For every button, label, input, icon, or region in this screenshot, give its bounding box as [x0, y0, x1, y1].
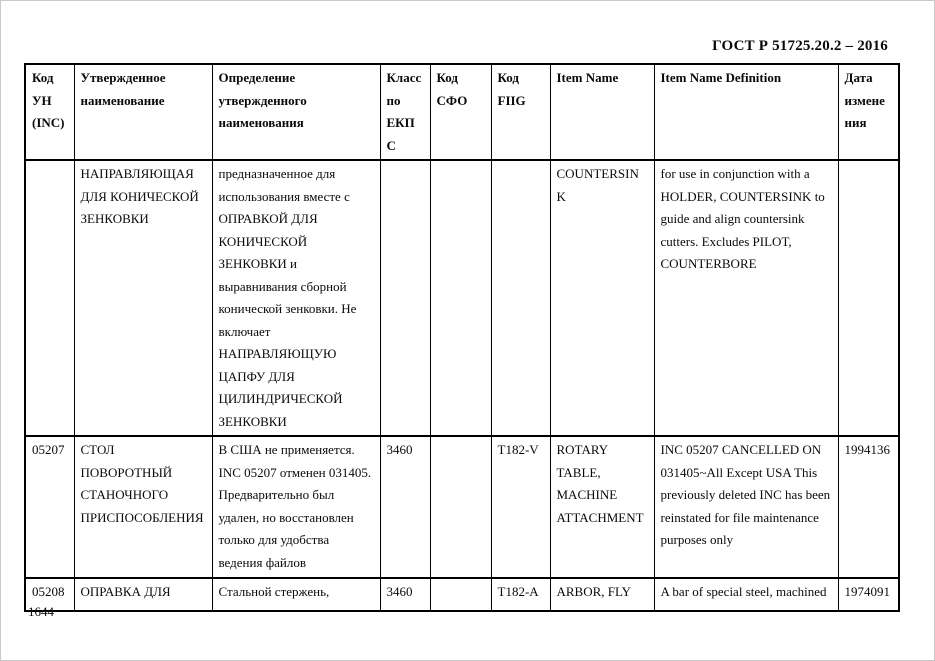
cell-inc-code: 05208 — [25, 578, 74, 611]
column-header-approved-name-definition: Определение утвержденного наименования — [212, 64, 380, 160]
inc-codes-table — [24, 63, 900, 612]
column-header-approved-name: Утвержденное наименование — [74, 64, 212, 160]
table-row — [25, 578, 899, 611]
cell-ekps-class — [380, 160, 430, 436]
cell-inc-code — [25, 160, 74, 436]
cell-fiig-code — [491, 160, 550, 436]
cell-item-name: ARBOR, FLY — [550, 578, 654, 611]
cell-approved-name: ОПРАВКА ДЛЯ — [74, 578, 212, 611]
cell-fiig-code: T182-A — [491, 578, 550, 611]
cell-approved-name-definition: Стальной стержень, — [212, 578, 380, 611]
cell-sfo-code — [430, 578, 491, 611]
cell-inc-code: 05207 — [25, 436, 74, 578]
cell-sfo-code — [430, 436, 491, 578]
cell-item-name: COUNTERSINK — [550, 160, 654, 436]
column-header-ekps-class: Класс по ЕКПС — [380, 64, 430, 160]
cell-fiig-code: T182-V — [491, 436, 550, 578]
column-header-inc-code: Код УН (INC) — [25, 64, 74, 160]
cell-approved-name-definition: В США не применяется. INC 05207 отменен 031405. Предварительно был удален, но восстановлен только для удобства ведения файлов — [212, 436, 380, 578]
column-header-fiig-code: Код FIIG — [491, 64, 550, 160]
cell-sfo-code — [430, 160, 491, 436]
page-number: 1644 — [28, 604, 54, 619]
column-header-item-name: Item Name — [550, 64, 654, 160]
table-header-row — [25, 64, 899, 160]
cell-item-name: ROTARY TABLE, MACHINE ATTACHMENT — [550, 436, 654, 578]
cell-ekps-class: 3460 — [380, 436, 430, 578]
table-row — [25, 160, 899, 436]
cell-change-date: 1974091 — [838, 578, 899, 611]
cell-approved-name-definition: предназначенное для использования вместе с ОПРАВКОЙ ДЛЯ КОНИЧЕСКОЙ ЗЕНКОВКИ и выравнивания сборной конической зенковки. Не включает НАПРАВЛЯЮЩУЮ ЦАПФУ ДЛЯ ЦИЛИНДРИЧЕСКОЙ ЗЕНКОВКИ — [212, 160, 380, 436]
cell-item-name-definition: for use in conjunction with a HOLDER, COUNTERSINK to guide and align countersink cutters. Excludes PILOT, COUNTERBORE — [654, 160, 838, 436]
document-title: ГОСТ Р 51725.20.2 – 2016 — [712, 38, 888, 54]
cell-change-date: 1994136 — [838, 436, 899, 578]
cell-change-date — [838, 160, 899, 436]
column-header-change-date: Дата изменения — [838, 64, 899, 160]
column-header-sfo-code: Код СФО — [430, 64, 491, 160]
cell-item-name-definition: A bar of special steel, machined — [654, 578, 838, 611]
cell-ekps-class: 3460 — [380, 578, 430, 611]
cell-approved-name: НАПРАВЛЯЮЩАЯ ДЛЯ КОНИЧЕСКОЙ ЗЕНКОВКИ — [74, 160, 212, 436]
cell-approved-name: СТОЛ ПОВОРОТНЫЙ СТАНОЧНОГО ПРИСПОСОБЛЕНИЯ — [74, 436, 212, 578]
cell-item-name-definition: INC 05207 CANCELLED ON 031405~All Except USA This previously deleted INC has been reinstated for file maintenance purposes only — [654, 436, 838, 578]
column-header-item-name-definition: Item Name Definition — [654, 64, 838, 160]
table-row — [25, 436, 899, 578]
